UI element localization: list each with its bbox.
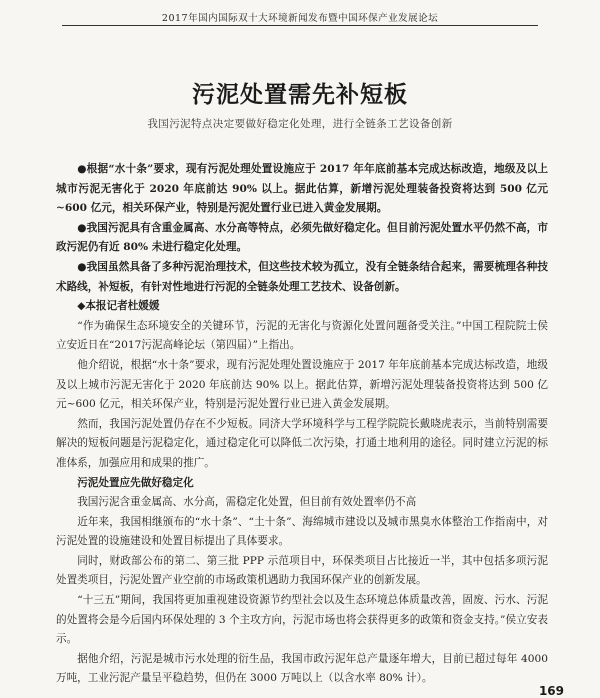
section-subheading: 我国污泥含重金属高、水分高，需稳定化处置，但目前有效处置率仍不高	[77, 496, 417, 509]
paragraph: 他介绍说，根据“水十条”要求，现有污泥处理处置设施应于 2017 年年底前基本完成达标改造，地级及以上城市污泥无害化于 2020 年底前达 90% 以上。据此估算，新增污泥处理装备投资将达到 500 亿元~600 亿元，相关环保产业，特别是污泥处置行业已进入黄金发展期。	[56, 358, 548, 411]
page-number: 169	[538, 684, 564, 698]
article-title: 污泥处置需先补短板	[192, 82, 408, 108]
summary-point-2: ●我国污泥具有含重金属高、水分高等特点，必须先做好稳定化。但目前污泥处置水平仍然不高，市政污泥仍有近 80% 未进行稳定化处理。	[56, 221, 548, 254]
summary-point-1: ●根据“水十条”要求，现有污泥处理处置设施应于 2017 年年底前基本完成达标改造，地级及以上城市污泥无害化于 2020 年底前达 90% 以上。据此估算，新增污泥处理装备投资将达到 500 亿元~600 亿元，相关环保产业，特别是污泥处置行业已进入黄金发展期。	[56, 163, 548, 215]
header-rule	[62, 25, 538, 26]
paragraph: 然而，我国污泥处置仍存在不少短板。同济大学环境科学与工程学院院长戴晓虎表示，当前特别需要解决的短板问题是污泥稳定化，通过稳定化可以降低二次污染，打通土地利用的途径。同时建立污泥的标准体系，加强应用和成果的推广。	[56, 417, 548, 469]
paragraph: “作为确保生态环境安全的关键环节，污泥的无害化与资源化处置问题备受关注。”中国工程院院士侯立安近日在“2017污泥高峰论坛（第四届）”上指出。	[56, 319, 548, 352]
paragraph: 同时，财政部公布的第二、第三批 PPP 示范项目中，环保类项目占比接近一半，其中包括多项污泥处置类项目，污泥处置产业空前的市场政策机遇助力我国环保产业的创新发展。	[56, 554, 548, 587]
running-header: 2017年国内国际双十大环境新闻发布暨中国环保产业发展论坛	[161, 13, 439, 24]
paragraph: 据他介绍，污泥是城市污水处理的衍生品，我国市政污泥年总产量逐年增大，目前已超过每年 4000 万吨，工业污泥产量呈平稳趋势，但仍在 3000 万吨以上（以含水率 80% 计）。	[56, 652, 548, 685]
byline: ◆本报记者杜媛媛	[77, 300, 160, 313]
paragraph: 近年来，我国相继颁布的“水十条”、“土十条”、海绵城市建设以及城市黑臭水体整治工作指南中，对污泥处置的设施建设和处置目标提出了具体要求。	[56, 515, 548, 548]
summary-point-3: ●我国虽然具备了多种污泥治理技术，但这些技术较为孤立，没有全链条结合起来，需要梳理各种技术路线，补短板，有针对性地进行污泥的全链条处理工艺技术、设备创新。	[56, 260, 548, 293]
article-subtitle: 我国污泥特点决定要做好稳定化处理，进行全链条工艺设备创新	[147, 118, 453, 130]
section-heading: 污泥处置应先做好稳定化	[77, 476, 194, 489]
paragraph: “十三五”期间，我国将更加重视建设资源节约型社会以及生态环境总体质量改善，固废、污水、污泥的处置将会是今后国内环保处理的 3 个主攻方向，污泥市场也将会获得更多的政策和资金支持。”侯立安表示。	[56, 594, 548, 646]
article-body	[56, 160, 548, 689]
